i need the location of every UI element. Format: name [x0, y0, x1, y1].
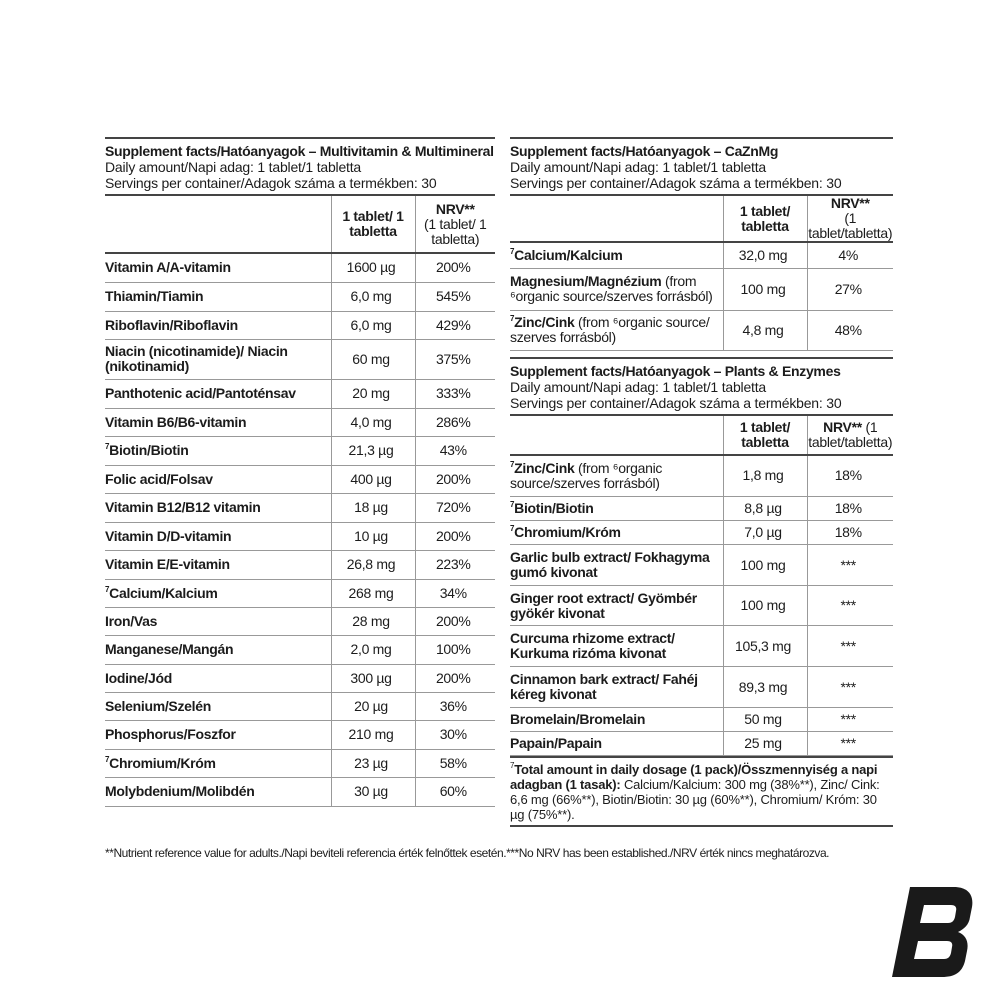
nutrient-nrv: 286%: [415, 408, 495, 436]
nutrient-amount: 300 µg: [331, 664, 415, 692]
ingredient-nrv: 27%: [807, 268, 893, 310]
nutrient-name: [105, 311, 331, 339]
nutrient-amount: 21,3 µg: [331, 436, 415, 465]
nutrient-amount: 6,0 mg: [331, 282, 415, 311]
nutrient-amount: 210 mg: [331, 720, 415, 749]
ingredient-name: [510, 732, 723, 756]
plants-title: Supplement facts/Hatóanyagok – Plants & Enzymes: [510, 362, 841, 379]
nutrient-label: Vitamin D/D-vitamin: [105, 527, 232, 544]
table-row: [510, 545, 893, 586]
plants-col-amount: 1 tablet/ tabletta: [723, 415, 807, 455]
ingredient-name: [510, 708, 723, 732]
cazmg-table: [510, 194, 893, 351]
nutrient-label: Phosphorus/Foszfor: [105, 726, 236, 742]
nutrient-name: [105, 749, 331, 777]
nutrient-amount: 30 µg: [331, 777, 415, 806]
nutrient-name: [105, 379, 331, 408]
nutrient-amount: 1600 µg: [331, 253, 415, 282]
table-row: [510, 521, 893, 545]
nutrient-nrv: 720%: [415, 493, 495, 522]
ingredient-amount: 100 mg: [723, 586, 807, 626]
nutrient-label: Thiamin/Tiamin: [105, 288, 204, 304]
nutrient-name: [105, 493, 331, 522]
ingredient-amount: 32,0 mg: [723, 242, 807, 268]
table-row: [105, 408, 495, 436]
table-row: [510, 455, 893, 497]
nrv-label: NRV**: [823, 418, 862, 435]
nutrient-name: [105, 720, 331, 749]
nutrient-name: [105, 408, 331, 436]
ingredient-nrv: 18%: [807, 455, 893, 497]
table-row: [105, 664, 495, 692]
nutrient-label: Calcium/Kalcium: [109, 584, 218, 601]
ingredient-label: Papain/Papain: [510, 735, 602, 751]
plants-header: [510, 357, 893, 414]
table-row: [105, 311, 495, 339]
nrv-footnote: **Nutrient reference value for adults./Napi beviteli referencia érték felnőttek esetén.***No NRV has been established./NRV érték nincs meghatározva.: [105, 846, 830, 860]
ingredient-nrv: ***: [807, 586, 893, 626]
ingredient-nrv: ***: [807, 708, 893, 732]
nutrient-nrv: 43%: [415, 436, 495, 465]
ingredient-nrv: 18%: [807, 497, 893, 521]
nutrient-amount: 6,0 mg: [331, 311, 415, 339]
nutrient-name: [105, 579, 331, 607]
multivitamin-facts-panel: [105, 137, 495, 807]
multivitamin-title: Supplement facts/Hatóanyagok – Multivitamin & Multimineral: [105, 143, 494, 159]
nutrient-amount: 23 µg: [331, 749, 415, 777]
ingredient-name: [510, 497, 723, 521]
ingredient-amount: 8,8 µg: [723, 497, 807, 521]
nrv-label: NRV**: [830, 195, 870, 211]
table-row: [510, 732, 893, 756]
ingredient-amount: 100 mg: [723, 545, 807, 586]
table-row: [510, 242, 893, 268]
nutrient-label: Vitamin B12/B12 vitamin: [105, 499, 261, 515]
nutrient-name: [105, 282, 331, 311]
ingredient-label: Biotin/Biotin: [514, 500, 594, 516]
nutrient-nrv: 429%: [415, 311, 495, 339]
table-row: [105, 692, 495, 720]
ingredient-label: Magnesium/Magnézium: [510, 273, 662, 289]
nutrient-nrv: 36%: [415, 692, 495, 720]
ingredient-label: Curcuma rhizome extract/ Kurkuma rizóma kivonat: [510, 630, 675, 661]
table-row: [105, 749, 495, 777]
nutrient-amount: 18 µg: [331, 493, 415, 522]
table-row: [105, 282, 495, 311]
footnote-marker: 7: [105, 584, 110, 594]
table-row: [510, 626, 893, 667]
table-row: [105, 579, 495, 607]
footnote-marker: 7: [510, 761, 515, 770]
ingredient-source: (from ⁶organic source/szerves forrásból): [510, 459, 663, 491]
nutrient-label: Vitamin B6/B6-vitamin: [105, 413, 247, 430]
nutrient-nrv: 100%: [415, 635, 495, 664]
nutrient-label: Vitamin A/A-vitamin: [105, 259, 231, 276]
nutrient-name: [105, 692, 331, 720]
table-row: [105, 253, 495, 282]
ingredient-nrv: ***: [807, 545, 893, 586]
nutrient-nrv: 200%: [415, 253, 495, 282]
table-row: [105, 522, 495, 550]
nutrient-amount: 4,0 mg: [331, 408, 415, 436]
nutrient-label: Niacin (nicotinamide)/ Niacin (nikotinamid): [105, 343, 288, 374]
ingredient-name: [510, 455, 723, 497]
cazmg-title: Supplement facts/Hatóanyagok – CaZnMg: [510, 143, 779, 159]
ingredient-nrv: ***: [807, 626, 893, 667]
ingredient-amount: 100 mg: [723, 268, 807, 310]
ingredient-name: [510, 310, 723, 350]
ingredient-nrv: 4%: [807, 242, 893, 268]
nrv-unit: (1 tablet/tabletta): [808, 210, 893, 241]
table-row: [105, 436, 495, 465]
table-row: [105, 379, 495, 408]
table-row: [105, 465, 495, 493]
ingredient-amount: 4,8 mg: [723, 310, 807, 350]
right-panel: [510, 137, 893, 827]
table-row: [105, 607, 495, 635]
total-note-label: Total amount in daily dosage (1 pack)/Összmennyiség a napi adagban (1 tasak):: [510, 762, 878, 792]
nutrient-label: Molybdenium/Molibdén: [105, 783, 255, 799]
ingredient-name: [510, 242, 723, 268]
nutrient-name: [105, 550, 331, 579]
nutrient-amount: 28 mg: [331, 607, 415, 635]
nutrient-nrv: 375%: [415, 339, 495, 379]
nutrient-name: [105, 635, 331, 664]
brand-logo-icon: [892, 887, 974, 977]
multivitamin-servings: Servings per container/Adagok száma a termékben: 30: [105, 175, 437, 191]
nutrient-label: Panthotenic acid/Pantoténsav: [105, 385, 296, 401]
multivitamin-daily-amount: Daily amount/Napi adag: 1 tablet/1 tabletta: [105, 159, 362, 175]
table-row: [510, 708, 893, 732]
nutrient-amount: 400 µg: [331, 465, 415, 493]
total-note-text: Calcium/Kalcium: 300 mg (38%**), Zinc/ Cink: 6,6 mg (66%**), Biotin/Biotin: 30 µg (60%**), Chromium/ Króm: 30 µg (75%**).: [510, 777, 880, 822]
ingredient-label: Bromelain/Bromelain: [510, 711, 646, 727]
nutrient-name: [105, 607, 331, 635]
table-row: [105, 339, 495, 379]
ingredient-source: (from ⁶organic source/ szerves forrásból): [510, 314, 710, 345]
ingredient-label: Cinnamon bark extract/ Fahéj kéreg kivonat: [510, 671, 698, 702]
nrv-label: NRV**: [435, 200, 475, 217]
ingredient-amount: 1,8 mg: [723, 455, 807, 497]
multivitamin-header: [105, 137, 495, 194]
nutrient-nrv: 223%: [415, 550, 495, 579]
cazmg-header: [510, 137, 893, 194]
nrv-unit: (1 tablet/tabletta): [808, 418, 893, 450]
nutrient-nrv: 545%: [415, 282, 495, 311]
multivitamin-col-name: [105, 195, 331, 253]
nutrient-nrv: 34%: [415, 579, 495, 607]
multivitamin-col-amount: 1 tablet/ 1 tabletta: [331, 195, 415, 253]
cazmg-col-name: [510, 195, 723, 242]
nutrient-label: Manganese/Mangán: [105, 641, 234, 657]
nutrient-label: Chromium/Króm: [109, 754, 216, 771]
ingredient-nrv: 48%: [807, 310, 893, 350]
ingredient-amount: 105,3 mg: [723, 626, 807, 667]
plants-daily-amount: Daily amount/Napi adag: 1 tablet/1 tabletta: [510, 378, 767, 395]
plants-col-name: [510, 415, 723, 455]
nutrient-amount: 2,0 mg: [331, 635, 415, 664]
nutrient-name: [105, 522, 331, 550]
nutrient-nrv: 60%: [415, 777, 495, 806]
ingredient-amount: 7,0 µg: [723, 521, 807, 545]
cazmg-col-amount: 1 tablet/ tabletta: [723, 195, 807, 242]
nutrient-nrv: 200%: [415, 607, 495, 635]
nutrient-label: Selenium/Szelén: [105, 697, 211, 714]
plants-table: [510, 414, 893, 757]
ingredient-nrv: ***: [807, 732, 893, 756]
ingredient-name: [510, 545, 723, 586]
ingredient-amount: 25 mg: [723, 732, 807, 756]
nutrient-label: Riboflavin/Riboflavin: [105, 316, 238, 333]
table-row: [510, 497, 893, 521]
ingredient-nrv: ***: [807, 667, 893, 708]
nutrient-nrv: 30%: [415, 720, 495, 749]
footnote-marker: 7: [510, 314, 515, 323]
ingredient-label: Garlic bulb extract/ Fokhagyma gumó kivonat: [510, 549, 710, 580]
nutrient-nrv: 200%: [415, 465, 495, 493]
table-row: [510, 667, 893, 708]
footnote-marker: 7: [510, 500, 515, 509]
ingredient-name: [510, 521, 723, 545]
nutrient-nrv: 58%: [415, 749, 495, 777]
nutrient-name: [105, 436, 331, 465]
ingredient-name: [510, 667, 723, 708]
nutrient-amount: 26,8 mg: [331, 550, 415, 579]
plants-servings: Servings per container/Adagok száma a termékben: 30: [510, 394, 842, 411]
ingredient-amount: 89,3 mg: [723, 667, 807, 708]
table-row: [105, 550, 495, 579]
ingredient-name: [510, 586, 723, 626]
table-row: [105, 493, 495, 522]
nutrient-name: [105, 664, 331, 692]
cazmg-servings: Servings per container/Adagok száma a termékben: 30: [510, 175, 842, 191]
footnote-marker: 7: [510, 524, 515, 533]
ingredient-name: [510, 626, 723, 667]
ingredient-source: (from ⁶organic source/szerves forrásból): [510, 273, 713, 304]
multivitamin-table: [105, 194, 495, 807]
cazmg-daily-amount: Daily amount/Napi adag: 1 tablet/1 tabletta: [510, 159, 767, 175]
nutrient-amount: 268 mg: [331, 579, 415, 607]
plants-col-nrv: [807, 415, 893, 455]
nutrient-amount: 10 µg: [331, 522, 415, 550]
cazmg-col-nrv: [807, 195, 893, 242]
table-row: [510, 586, 893, 626]
logo-letter-shape: [892, 887, 972, 977]
ingredient-amount: 50 mg: [723, 708, 807, 732]
nutrient-amount: 20 mg: [331, 379, 415, 408]
footnote-marker: 7: [105, 442, 110, 451]
ingredient-label: Zinc/Cink: [514, 314, 575, 330]
nutrient-name: [105, 339, 331, 379]
nutrient-nrv: 333%: [415, 379, 495, 408]
nutrient-label: Iron/Vas: [105, 612, 158, 629]
ingredient-label: Zinc/Cink: [514, 459, 575, 476]
table-row: [105, 720, 495, 749]
table-row: [105, 635, 495, 664]
footnote-marker: 7: [105, 754, 110, 764]
nutrient-amount: 60 mg: [331, 339, 415, 379]
nutrient-label: Vitamin E/E-vitamin: [105, 556, 230, 572]
nrv-unit: (1 tablet/ 1 tabletta): [423, 215, 487, 247]
nutrient-name: [105, 253, 331, 282]
total-daily-amount-note: [510, 756, 893, 827]
ingredient-nrv: 18%: [807, 521, 893, 545]
nutrient-name: [105, 777, 331, 806]
nutrient-amount: 20 µg: [331, 692, 415, 720]
footnote-marker: 7: [510, 246, 515, 256]
ingredient-label: Chromium/Króm: [514, 524, 621, 540]
ingredient-label: Calcium/Kalcium: [514, 246, 623, 263]
table-row: [510, 268, 893, 310]
nutrient-nrv: 200%: [415, 664, 495, 692]
nutrient-label: Iodine/Jód: [105, 669, 173, 686]
footnote-marker: 7: [510, 459, 515, 469]
ingredient-label: Ginger root extract/ Gyömbér gyökér kivonat: [510, 589, 697, 621]
ingredient-name: [510, 268, 723, 310]
nutrient-name: [105, 465, 331, 493]
nutrient-label: Biotin/Biotin: [109, 442, 189, 458]
nutrient-nrv: 200%: [415, 522, 495, 550]
multivitamin-col-nrv: [415, 195, 495, 253]
table-row: [510, 310, 893, 350]
nutrient-label: Folic acid/Folsav: [105, 470, 213, 487]
table-row: [105, 777, 495, 806]
